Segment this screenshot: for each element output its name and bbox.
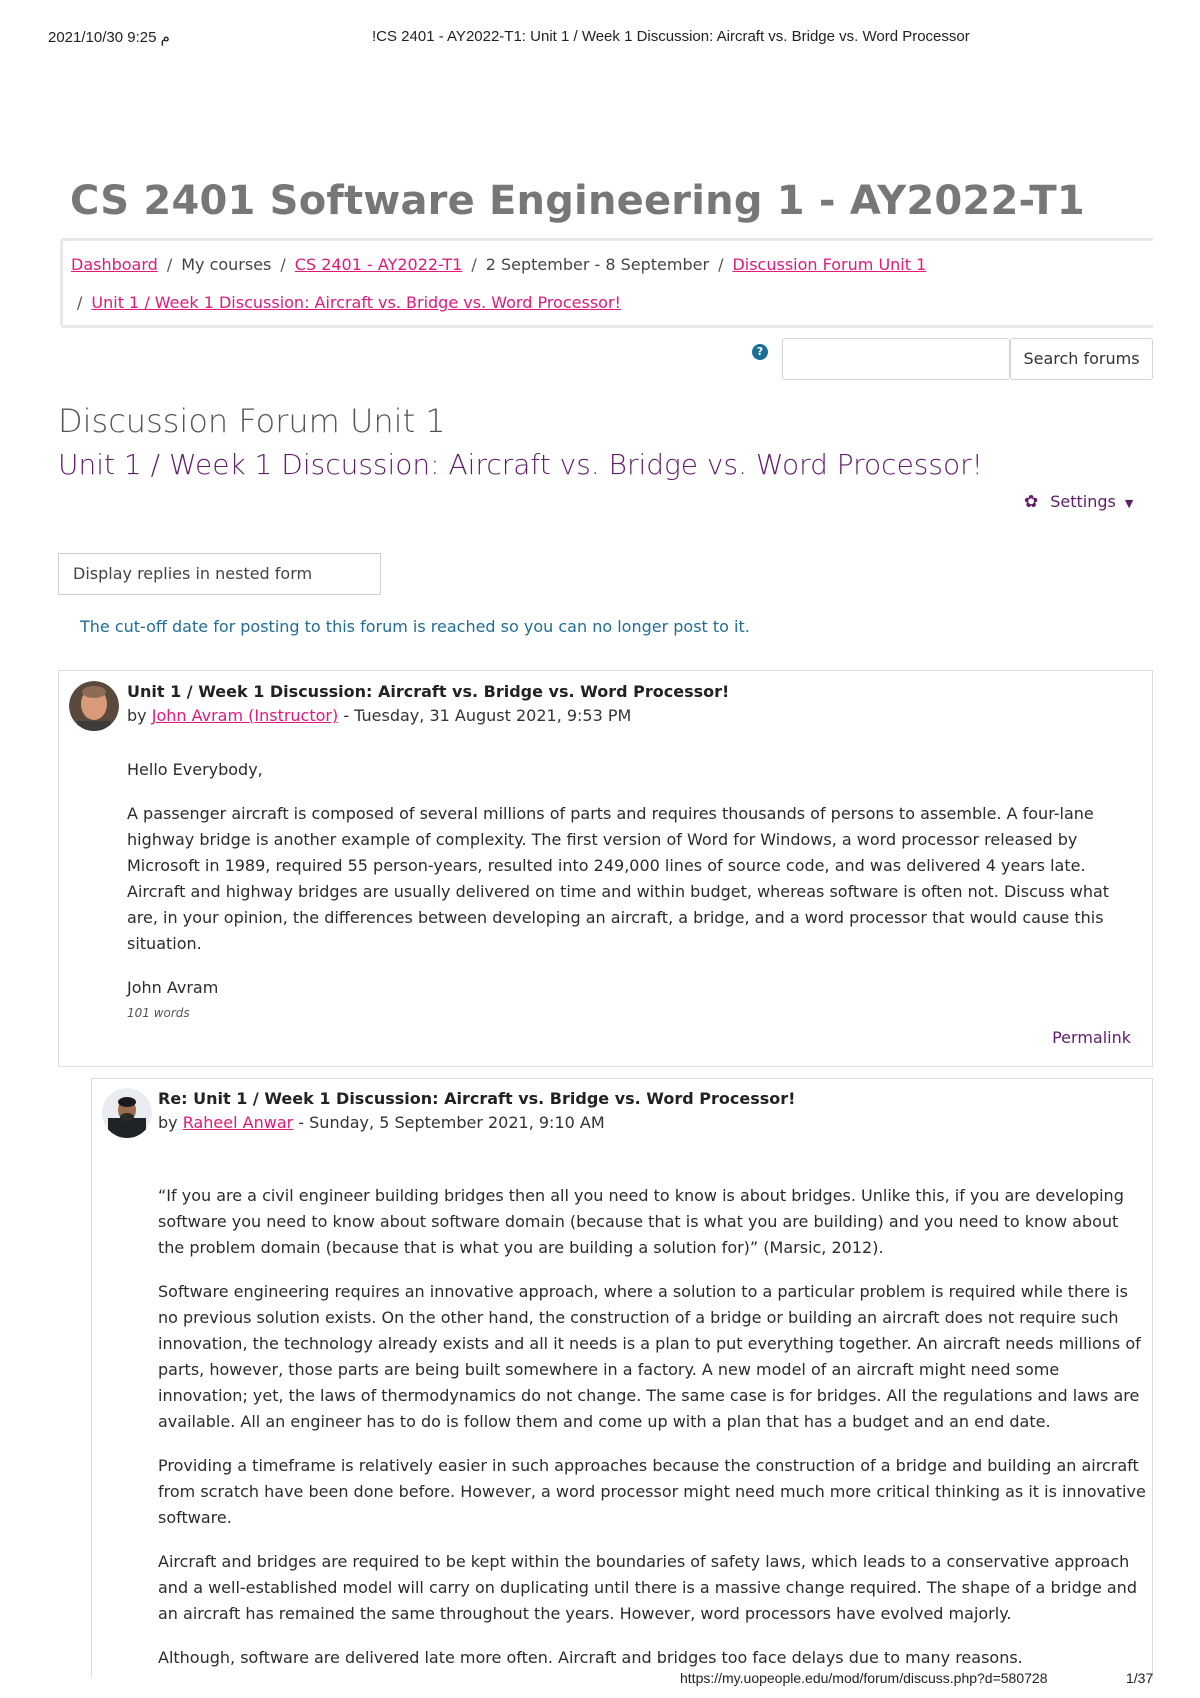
gear-icon: ✿ xyxy=(1024,492,1039,512)
post-paragraph: “If you are a civil engineer building bridges then all you need to know is about bridges. Unlike this, if you are developing software you need to know about software domain (because that is what you are building) and you need to know about the problem domain (because that is what you are building a solution for)” (Marsic, 2012). xyxy=(158,1186,1124,1257)
breadcrumb xyxy=(60,238,1153,328)
post-paragraph: A passenger aircraft is composed of several millions of parts and requires thousands of persons to assemble. A four-lane highway bridge is another example of complexity. The first version of Word for Windows, a word processor released by Microsoft in 1989, required 55 person-years, resulted into 249,000 lines of source code, and was delivered 4 years late. Aircraft and highway bridges are usually delivered on time and within budget, whereas software is often not. Discuss what are, in your opinion, the differences between developing an aircraft, a bridge, and a word processor that would cause this situation. xyxy=(127,804,1110,953)
caret-down-icon: ▼ xyxy=(1124,497,1134,510)
breadcrumb-row xyxy=(77,293,621,312)
post-paragraph: Aircraft and bridges are required to be kept within the boundaries of safety laws, which leads to a conservative approach and a well-established model will carry on duplicating until there is a massive change required. The shape of a bridge and an aircraft has remained the same throughout the years. However, word processors have evolved majorly. xyxy=(158,1552,1137,1623)
permalink-link[interactable]: Permalink xyxy=(1052,1028,1131,1047)
course-title: CS 2401 Software Engineering 1 - AY2022-T1 xyxy=(70,178,1085,224)
print-timestamp: م 9:25 2021/10/30 xyxy=(48,29,170,46)
post-author-link[interactable]: John Avram (Instructor) xyxy=(151,706,339,725)
post-date: - Tuesday, 31 August 2021, 9:53 PM xyxy=(338,706,632,725)
post-paragraph: Providing a timeframe is relatively easier in such approaches because the construction of a bridge and building an aircraft from scratch have been done before. However, a word processor might need much more critical thinking as it is innovative software. xyxy=(158,1456,1146,1527)
forum-post-reply xyxy=(91,1078,1153,1678)
post-signature: John Avram xyxy=(127,978,219,997)
post-paragraph: Software engineering requires an innovative approach, where a solution to a particular problem is required while there is no previous solution exists. On the other hand, the construction of a bridge or building an aircraft does not require such innovation, the technology already exists and all it needs is a plan to put everything together. An aircraft needs millions of parts, however, those parts are being built somewhere in a factory. A new model of an aircraft might need some innovation; yet, the laws of thermodynamics do not change. The same case is for bridges. All the regulations and laws are available. All an engineer has to do is follow them and come up with a plan that has a budget and an end date. xyxy=(158,1282,1141,1431)
breadcrumb-forum-link[interactable]: Discussion Forum Unit 1 xyxy=(732,255,927,274)
breadcrumb-dashboard-link[interactable]: Dashboard xyxy=(71,255,158,274)
word-count: 101 words xyxy=(127,1006,190,1020)
search-forums-input[interactable] xyxy=(782,338,1010,380)
avatar[interactable] xyxy=(69,681,119,731)
byline-prefix: by xyxy=(127,706,147,725)
print-url: https://my.uopeople.edu/mod/forum/discuss.php?d=580728 xyxy=(680,1670,1048,1686)
post-content xyxy=(127,757,1127,1019)
post-byline xyxy=(127,706,631,725)
breadcrumb-separator: / xyxy=(471,255,477,274)
breadcrumb-week: 2 September - 8 September xyxy=(485,255,710,274)
post-subject: Unit 1 / Week 1 Discussion: Aircraft vs. Bridge vs. Word Processor! xyxy=(127,682,730,701)
help-icon[interactable]: ? xyxy=(752,344,768,360)
avatar[interactable] xyxy=(102,1088,152,1138)
forum-post xyxy=(58,670,1153,1067)
print-page-number: 1/37 xyxy=(1126,1670,1154,1686)
settings-menu-button[interactable] xyxy=(1024,492,1133,512)
breadcrumb-separator: / xyxy=(166,255,173,274)
post-paragraph: Hello Everybody, xyxy=(127,760,263,779)
breadcrumb-separator: / xyxy=(77,293,83,312)
print-page-title: !CS 2401 - AY2022-T1: Unit 1 / Week 1 Discussion: Aircraft vs. Bridge vs. Word Processor xyxy=(372,28,970,45)
display-mode-select[interactable]: Display replies in nested form xyxy=(58,553,381,595)
post-author-link[interactable]: Raheel Anwar xyxy=(182,1113,294,1132)
settings-label: Settings xyxy=(1050,492,1116,511)
discussion-title: Unit 1 / Week 1 Discussion: Aircraft vs. Bridge vs. Word Processor! xyxy=(58,448,983,481)
byline-prefix: by xyxy=(158,1113,178,1132)
post-paragraph: Although, software are delivered late more often. Aircraft and bridges too face delays due to many reasons. xyxy=(158,1648,1023,1667)
breadcrumb-discussion-link[interactable]: Unit 1 / Week 1 Discussion: Aircraft vs. Bridge vs. Word Processor! xyxy=(91,293,621,312)
cutoff-notice: The cut-off date for posting to this forum is reached so you can no longer post to it. xyxy=(80,617,750,636)
breadcrumb-separator: / xyxy=(718,255,724,274)
breadcrumb-separator: / xyxy=(280,255,286,274)
breadcrumb-row xyxy=(71,255,926,274)
print-header xyxy=(0,28,1200,48)
post-byline xyxy=(158,1113,605,1132)
breadcrumb-my-courses: My courses xyxy=(181,255,272,274)
breadcrumb-course-link[interactable]: CS 2401 - AY2022-T1 xyxy=(294,255,463,274)
search-forums-button[interactable]: Search forums xyxy=(1010,338,1153,380)
post-subject: Re: Unit 1 / Week 1 Discussion: Aircraft vs. Bridge vs. Word Processor! xyxy=(158,1089,796,1108)
post-date: - Sunday, 5 September 2021, 9:10 AM xyxy=(293,1113,605,1132)
post-content xyxy=(158,1183,1148,1689)
forum-name: Discussion Forum Unit 1 xyxy=(58,402,446,440)
